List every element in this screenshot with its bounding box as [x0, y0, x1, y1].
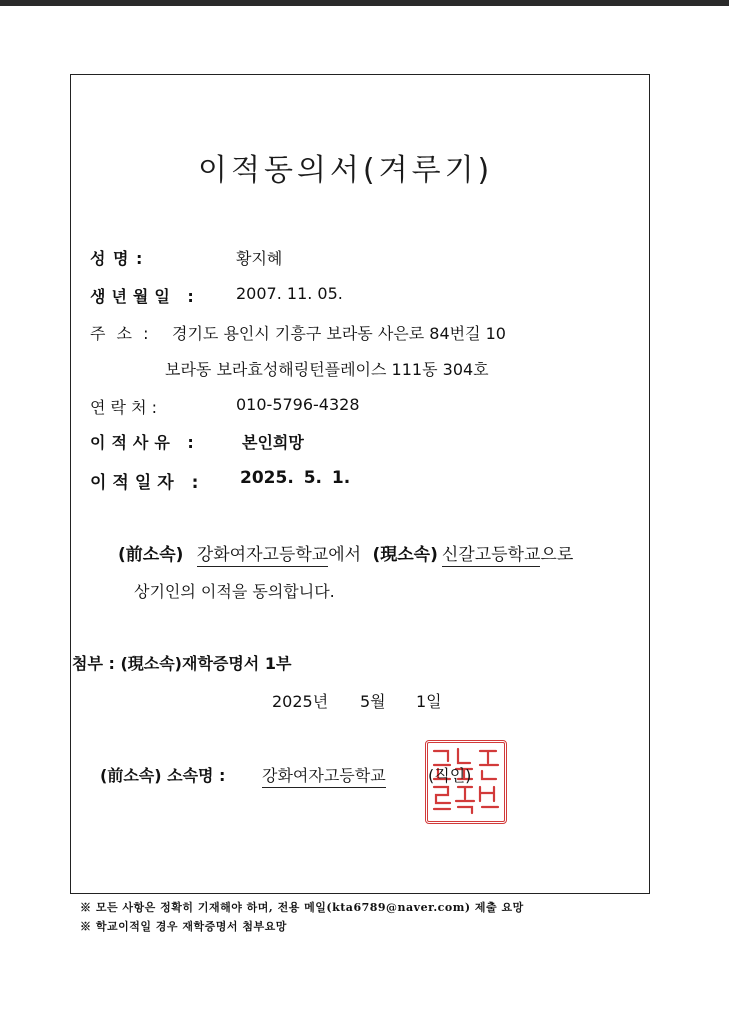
prev-school: 강화여자고등학교 [196, 545, 329, 565]
consent-statement: 상기인의 이적을 동의합니다. [134, 582, 335, 601]
contact-value: 010-5796-4328 [236, 395, 360, 414]
to-text: 으로 [540, 545, 574, 565]
reason-value: 본인희망 [242, 433, 304, 452]
date-value: 2025. 5. 1. [240, 468, 351, 488]
signature-label: (前소속) 소속명 : [100, 766, 226, 785]
name-value: 황지혜 [236, 249, 283, 268]
address-line1: 경기도 용인시 기흥구 보라동 사은로 84번길 10 [172, 324, 506, 343]
cur-prefix: (現소속) [372, 545, 438, 565]
seal-note: (직인) [428, 766, 472, 785]
reason-label: 이적사유 : [90, 433, 200, 452]
issue-month: 5월 [360, 692, 386, 711]
prev-prefix: (前소속) [118, 545, 184, 565]
consent-line [118, 540, 573, 565]
issue-day: 1일 [416, 692, 442, 711]
signature-school: 강화여자고등학교 [262, 763, 386, 788]
date-label: 이적일자 : [90, 473, 205, 493]
address-label: 주 소 : [90, 324, 149, 343]
name-label: 성 명 : [90, 249, 143, 268]
birth-label: 생년월일 : [90, 287, 200, 306]
issue-year: 2025년 [272, 692, 329, 711]
document-title: 이적동의서(겨루기) [198, 153, 494, 188]
birth-value: 2007. 11. 05. [236, 284, 343, 303]
footer-note-attachment: ※ 학교이적일 경우 재학증명서 첨부요망 [80, 920, 287, 933]
cur-school: 신갈고등학교 [441, 545, 541, 565]
footer-note-email: ※ 모든 사항은 정확히 기재해야 하며, 전용 메일(kta6789@naver.com) 제출 요망 [80, 901, 524, 914]
from-text: 에서 [328, 545, 362, 565]
contact-label: 연 락 처 : [90, 398, 158, 417]
address-line2: 보라동 보라효성해링턴플레이스 111동 304호 [165, 360, 489, 379]
attachment-note: 첨부 : (現소속)재학증명서 1부 [72, 654, 292, 673]
top-border [0, 0, 729, 6]
